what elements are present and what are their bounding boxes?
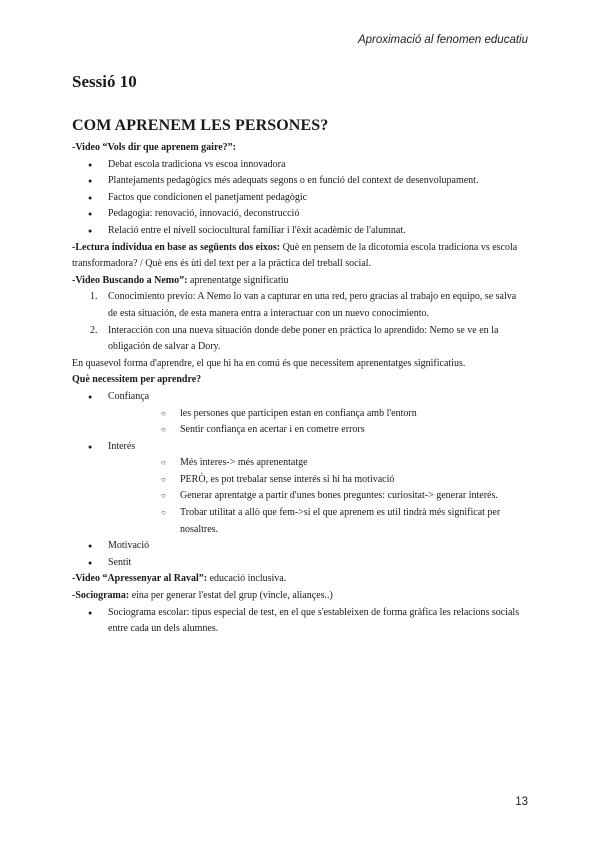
video2-text: aprenentatge significatiu [187, 274, 289, 286]
list-item: ● Motivació [72, 538, 528, 555]
video3-line [72, 571, 528, 588]
list-item: ● Relació entre el nivell sociocultural familiar i l'èxit acadèmic de l'alumnat. [72, 223, 528, 240]
sociograma-line [72, 588, 528, 605]
item-text: Conocimiento previo: A Nemo lo van a capturar en una red, pero gracias al trabajo en equipo, se salva de esta situación, de esta manera entra a interactuar con un nuevo conocimiento. [108, 291, 517, 319]
list-item: ● Pedagogia: renovació, innovació, deconstrucció [72, 206, 528, 223]
list-item: ● Debat escola tradiciona vs escoa innovadora [72, 157, 528, 174]
numbered-item [72, 323, 528, 356]
list-item: ● Plantejaments pedagògics més adequats segons o en funció del context de desenvolupament. [72, 173, 528, 190]
lectura-text: Què en pensem de la dicotomia escola tradiciona vs escola transformadora? / Què ens és ùti del text per a la pràctica del treball social. [72, 241, 518, 270]
running-header: Aproximació al fenomen educatiu [357, 34, 528, 46]
sublist-item: ○ Sentir confiança en acertar i en cometre errors [108, 422, 528, 439]
item-text: Interacción con una nueva situación donde debe poner en práctica lo aprendido: Nemo se ve en la obligación de salvar a Dory. [108, 324, 499, 353]
item-number: 1. [90, 291, 98, 303]
video3-label: -Video “Apressenyar al Raval”: [72, 573, 208, 585]
confianca-label: Confiança [108, 390, 150, 402]
sublist-item: ○ les persones que participen estan en confiança amb l'entorn [108, 406, 528, 423]
session-title: Sessió 10 [72, 72, 137, 91]
list-item: ● Factos que condicionen el panetjament pedagògic [72, 190, 528, 207]
sublist-item: ○ Generar aprentatge a partir d'unes bones preguntes: curiositat-> generar interés. [108, 488, 528, 505]
sociograma-label: -Sociograma: [72, 590, 130, 602]
summary-paragraph: En quasevol forma d'aprendre, el que hi ha en comú és que necessitem aprenentatges significatius. [72, 357, 466, 369]
lectura-paragraph [72, 240, 528, 273]
list-item: ● Sociograma escolar: tipus especial de test, en el que s'estableixen de forma gràfica les relacions socials entre cada un dels alumnes. [72, 605, 528, 638]
needs-line [72, 372, 528, 389]
list-item: ● Sentit [72, 555, 528, 572]
interes-label: Interés [108, 440, 136, 452]
item-number: 2. [90, 324, 98, 336]
video1-line [72, 140, 528, 157]
needs-list [72, 389, 528, 572]
video1-list [72, 157, 528, 240]
numbered-item [72, 289, 528, 322]
video2-list [72, 289, 528, 355]
page-number: 13 [515, 796, 528, 808]
sublist-item: ○ Més interes-> més aprenentatge [108, 455, 528, 472]
content-body [72, 140, 528, 638]
list-item [72, 439, 528, 539]
video2-label: -Video Buscando a Nemo”: [72, 274, 188, 286]
sublist-item: ○ PERÒ, es pot trebalar sense interés si hi ha motivació [108, 472, 528, 489]
sociograma-text: eina per generar l'estat del grup (vincle, aliançes..) [129, 590, 333, 602]
list-item [72, 389, 528, 439]
sociograma-list [72, 605, 528, 638]
interes-sublist [108, 455, 528, 538]
needs-label: Què necessitem per aprendre? [72, 374, 202, 386]
video2-line [72, 273, 528, 290]
lectura-label: -Lectura individua en base as següents dos eixos: [72, 241, 281, 253]
sublist-item: ○ Trobar utilitat a allò que fem->si el que aprenem es util tindrà més significat per nosaltres. [108, 505, 528, 538]
video1-label: -Video “Vols dir que aprenem gaire?”: [72, 142, 236, 153]
video3-text: educació inclusiva. [207, 573, 287, 585]
section-heading: COM APRENEM LES PERSONES? [72, 117, 329, 134]
confianca-sublist [108, 406, 528, 439]
